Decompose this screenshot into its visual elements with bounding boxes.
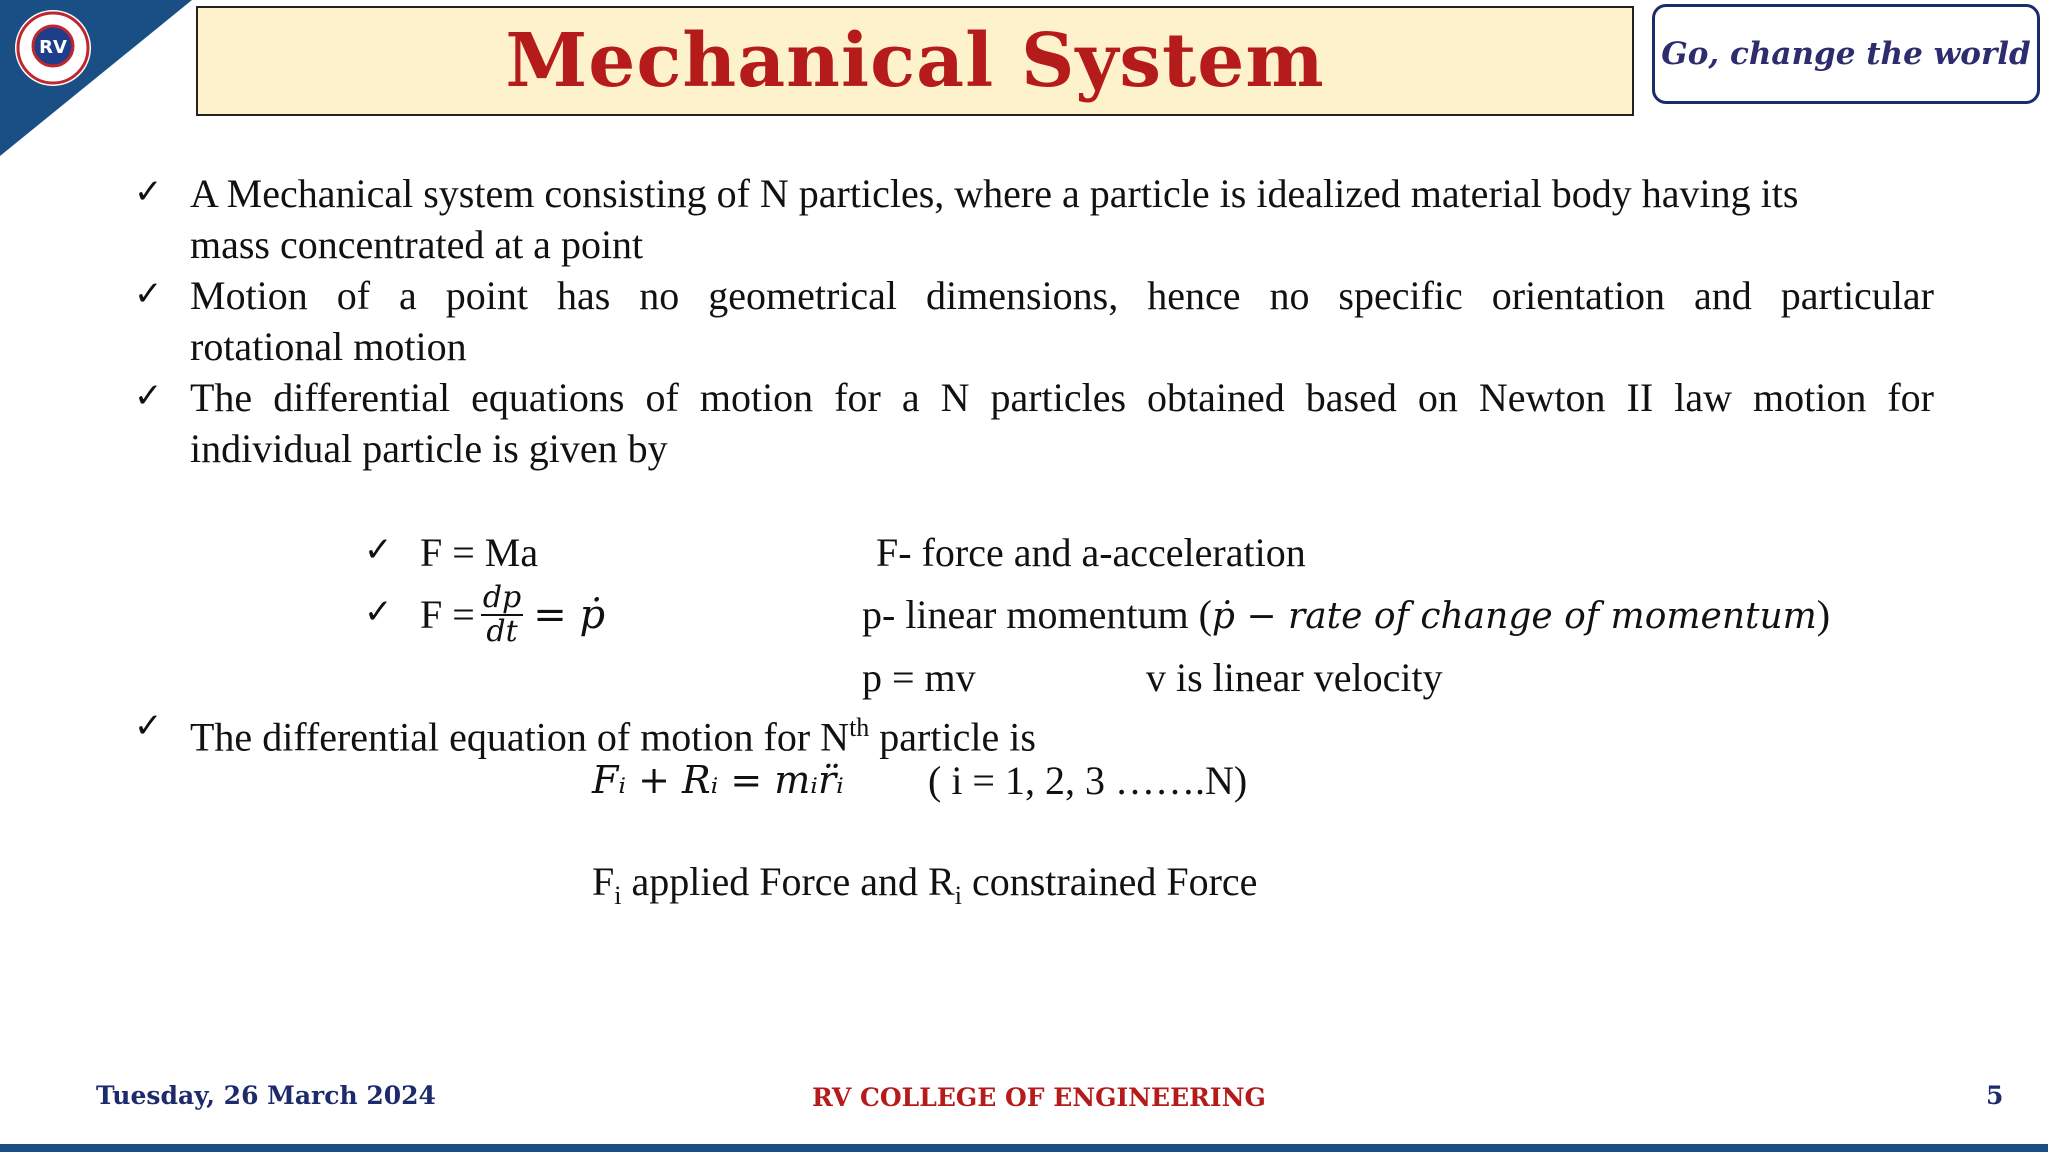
equation-p-mv-description: v is linear velocity (1146, 655, 1443, 700)
motto-box (1652, 4, 2040, 104)
bullet-1-line-1: A Mechanical system consisting of N particles, where a particle is idealized material body having its (190, 171, 1799, 216)
title-banner (196, 6, 1634, 116)
motto-text: Go, change the world (1661, 36, 2031, 72)
bullet-2-line-1: Motion of a point has no geometrical dimensions, hence no specific orientation and particular (190, 273, 1934, 318)
logo-text: RV (39, 37, 67, 58)
fraction-denominator: dt (486, 614, 518, 649)
note-sub-2: i (954, 881, 962, 910)
bullet-3-line-2: individual particle is given by (190, 426, 668, 471)
momentum-desc-math: ṗ − rate of change of momentum (1211, 596, 1817, 637)
check-icon: ✓ (364, 530, 393, 570)
note-f: F (592, 859, 615, 904)
equation-index-range: ( i = 1, 2, 3 …….N) (928, 758, 1248, 803)
nth-suffix: particle is (869, 714, 1036, 760)
fraction-numerator: dp (482, 580, 522, 615)
check-icon: ✓ (134, 274, 163, 314)
equation-p-mv: p = mv (862, 655, 976, 700)
eq2-prefix: F = (420, 592, 475, 637)
note-mid: applied Force and R (621, 859, 955, 904)
nth-prefix: The differential equation of motion for N (190, 714, 850, 760)
bottom-bar (0, 1144, 2048, 1152)
footer-date: Tuesday, 26 March 2024 (96, 1081, 436, 1110)
equation-of-motion: Fᵢ + Rᵢ = mᵢr̈ᵢ (592, 758, 844, 802)
momentum-desc-suffix: ) (1816, 592, 1831, 637)
bullet-4-line (190, 702, 1036, 762)
corner-logo-panel (0, 0, 200, 160)
force-note (592, 856, 1257, 921)
fraction-dp-dt (481, 582, 523, 648)
bullet-2-line-2: rotational motion (190, 324, 467, 369)
check-icon: ✓ (134, 172, 163, 212)
equation-f-dp-dt (420, 580, 605, 650)
bullet-1-line-2: mass concentrated at a point (190, 222, 644, 267)
page-title: Mechanical System (505, 18, 1325, 104)
nth-superscript: th (849, 713, 870, 742)
check-icon: ✓ (364, 592, 393, 632)
check-icon: ✓ (134, 706, 163, 746)
footer-college: RV COLLEGE OF ENGINEERING (812, 1083, 1266, 1112)
equation-f-ma: F = Ma (420, 530, 539, 575)
equation-f-ma-description: F- force and a-acceleration (876, 530, 1306, 575)
check-icon: ✓ (134, 376, 163, 416)
rv-logo (15, 10, 91, 86)
equation-momentum-description (862, 589, 1830, 642)
note-sub-1: i (614, 881, 622, 910)
page-number: 5 (1986, 1081, 2004, 1110)
momentum-desc-prefix: p- linear momentum ( (862, 592, 1212, 637)
eq2-rhs: = ṗ (533, 592, 606, 638)
note-end: constrained Force (961, 859, 1258, 904)
bullet-3-line-1: The differential equations of motion for a N particles obtained based on Newton II law motion for (190, 375, 1934, 420)
